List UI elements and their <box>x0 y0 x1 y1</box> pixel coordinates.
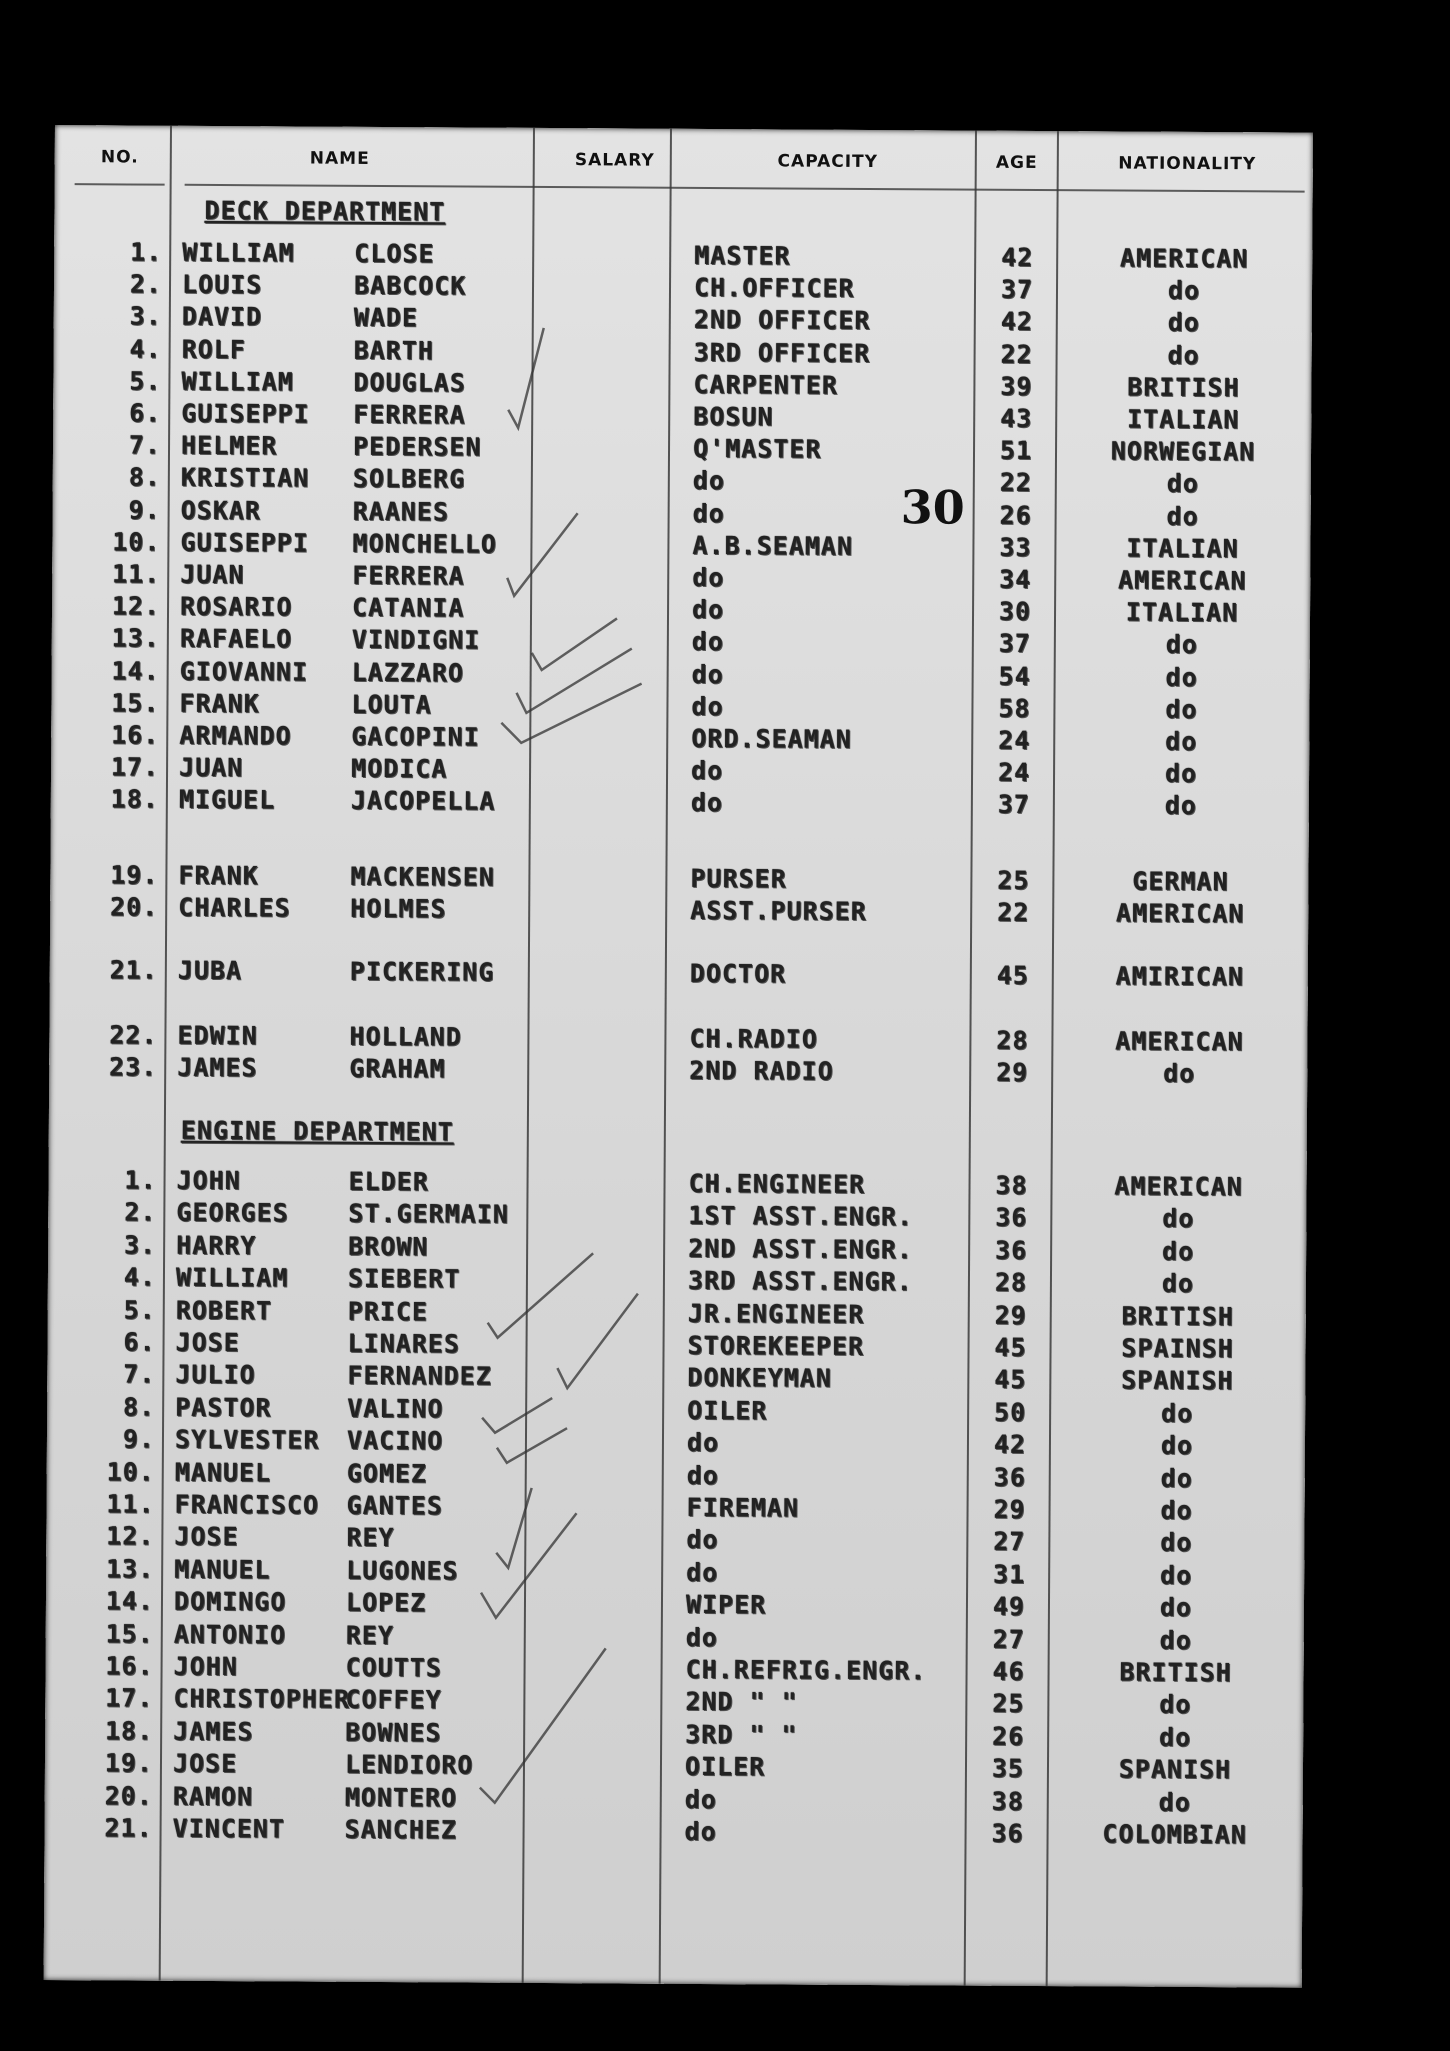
row-number: 12. <box>106 1521 155 1552</box>
capacity-value: do <box>692 562 725 593</box>
last-name: VACINO <box>346 1425 444 1456</box>
check-mark <box>508 328 544 428</box>
first-name: JUBA <box>177 955 243 986</box>
age-value: 29 <box>994 1300 1027 1330</box>
first-name: KRISTIAN <box>180 463 310 493</box>
age-value: 37 <box>997 790 1031 820</box>
last-name: MONTERO <box>344 1782 458 1813</box>
row-number: 2. <box>124 1197 157 1228</box>
nationality-value: do <box>1158 1787 1191 1817</box>
row-number: 12. <box>111 591 161 621</box>
age-value: 45 <box>994 1365 1027 1395</box>
last-name: PRICE <box>347 1296 429 1326</box>
last-name: MODICA <box>350 754 448 784</box>
age-value: 50 <box>994 1397 1027 1427</box>
check-mark <box>480 1648 606 1804</box>
nationality-value: do <box>1161 1236 1195 1266</box>
nationality-value: SPANISH <box>1118 1754 1232 1785</box>
row-number: 5. <box>123 1295 156 1325</box>
last-name: GANTES <box>346 1490 443 1521</box>
header-age: AGE <box>995 152 1038 174</box>
last-name: BARTH <box>353 335 434 365</box>
age-value: 45 <box>994 1332 1027 1362</box>
last-name: HOLMES <box>350 893 447 924</box>
nationality-value: do <box>1161 1268 1195 1299</box>
capacity-value: BOSUN <box>693 401 774 432</box>
last-name: FERRERA <box>353 399 466 430</box>
first-name: JOSE <box>172 1748 238 1779</box>
row-number: 3. <box>123 1230 157 1260</box>
last-name: LAZZARO <box>351 657 465 688</box>
nationality-value: do <box>1165 662 1198 692</box>
age-value: 30 <box>998 596 1032 627</box>
first-name: EDWIN <box>177 1020 258 1051</box>
nationality-value: ITALIAN <box>1126 404 1240 435</box>
capacity-value: do <box>690 756 724 786</box>
header-no: NO. <box>100 147 139 168</box>
first-name: GIOVANNI <box>179 656 309 687</box>
first-name: ROSARIO <box>179 591 293 622</box>
last-name: BROWN <box>348 1231 429 1262</box>
nationality-value: do <box>1161 1398 1194 1428</box>
capacity-value: OILER <box>687 1395 768 1426</box>
nationality-value: do <box>1159 1690 1192 1720</box>
capacity-value: 2ND ASST.ENGR. <box>688 1233 913 1265</box>
first-name: OSKAR <box>180 495 262 525</box>
row-number: 20. <box>104 1780 153 1811</box>
last-name: COFFEY <box>345 1685 442 1715</box>
first-name: GUISEPPI <box>180 527 309 558</box>
nationality-value: AMIRICAN <box>1115 961 1245 992</box>
age-value: 54 <box>998 661 1031 691</box>
nationality-value: do <box>1165 726 1198 756</box>
nationality-value: do <box>1159 1592 1193 1623</box>
row-number: 19. <box>104 1748 154 1778</box>
first-name: FRANK <box>179 688 260 719</box>
first-name: JOSE <box>174 1522 239 1552</box>
last-name: LINARES <box>347 1328 461 1359</box>
row-number: 4. <box>129 334 162 364</box>
nationality-value: BRITISH <box>1127 372 1240 403</box>
crew-list-sheet <box>44 125 1313 1988</box>
row-number: 18. <box>110 784 159 815</box>
check-marks <box>44 125 1313 1988</box>
nationality-value: ITALIAN <box>1125 597 1239 628</box>
last-name: VALINO <box>347 1393 444 1424</box>
age-value: 42 <box>1000 307 1033 337</box>
age-value: 34 <box>999 564 1032 594</box>
age-value: 43 <box>1000 403 1033 433</box>
capacity-value: do <box>692 466 726 496</box>
age-value: 28 <box>996 1025 1029 1055</box>
capacity-value: ASST.PURSER <box>690 895 867 926</box>
first-name: JOHN <box>173 1651 238 1682</box>
age-value: 26 <box>999 500 1032 530</box>
first-name: CHARLES <box>178 892 291 923</box>
first-name: WILLIAM <box>182 237 295 268</box>
nationality-value: do <box>1160 1463 1193 1493</box>
first-name: WILLIAM <box>181 366 294 397</box>
age-value: 39 <box>1000 371 1033 401</box>
row-number: 3. <box>129 301 162 332</box>
capacity-value: CH.REFRIG.ENGR. <box>685 1654 927 1686</box>
row-number: 2. <box>129 269 163 299</box>
capacity-value: PURSER <box>690 863 787 894</box>
first-name: PASTOR <box>175 1392 272 1423</box>
nationality-value: BRITISH <box>1121 1301 1235 1331</box>
row-number: 8. <box>128 462 161 493</box>
age-value: 42 <box>993 1429 1027 1460</box>
age-value: 42 <box>1001 242 1034 272</box>
header-salary: SALARY <box>574 150 655 171</box>
row-number: 6. <box>123 1327 156 1357</box>
last-name: FERRERA <box>352 560 465 591</box>
age-value: 22 <box>999 468 1032 498</box>
row-number: 17. <box>105 1683 154 1714</box>
last-name: ELDER <box>348 1166 429 1197</box>
first-name: ARMANDO <box>179 720 292 751</box>
capacity-value: do <box>686 1557 719 1587</box>
nationality-value: do <box>1167 275 1201 306</box>
age-value: 22 <box>1000 339 1033 369</box>
last-name: PICKERING <box>349 956 495 987</box>
nationality-value: ITALIAN <box>1126 533 1239 564</box>
last-name: ST.GERMAIN <box>348 1199 509 1230</box>
deck-department-heading: DECK DEPARTMENT <box>204 195 446 227</box>
check-mark <box>488 1253 594 1339</box>
row-number: 7. <box>123 1359 156 1390</box>
nationality-value: do <box>1159 1722 1192 1752</box>
age-value: 36 <box>993 1462 1026 1492</box>
age-value: 36 <box>994 1235 1028 1265</box>
age-value: 38 <box>991 1786 1024 1816</box>
age-value: 27 <box>992 1624 1025 1654</box>
nationality-value: do <box>1166 501 1199 531</box>
last-name: GOMEZ <box>346 1458 428 1488</box>
check-mark <box>557 1293 638 1388</box>
first-name: SYLVESTER <box>174 1424 320 1455</box>
last-name: REY <box>346 1523 395 1553</box>
capacity-value: CARPENTER <box>693 369 838 400</box>
row-number: 22. <box>109 1020 158 1050</box>
age-value: 31 <box>993 1559 1026 1589</box>
last-name: CATANIA <box>351 593 465 623</box>
capacity-value: OILER <box>684 1752 766 1782</box>
capacity-value: MASTER <box>694 240 791 271</box>
nationality-value: AMERICAN <box>1117 565 1247 596</box>
row-number: 16. <box>105 1651 154 1681</box>
first-name: HARRY <box>176 1230 257 1261</box>
nationality-value: do <box>1160 1495 1193 1525</box>
first-name: JOHN <box>176 1165 241 1196</box>
age-value: 38 <box>995 1170 1028 1200</box>
row-number: 10. <box>112 527 161 557</box>
capacity-value: 3RD " " <box>685 1719 798 1750</box>
first-name: JUAN <box>180 559 245 590</box>
last-name: COUTTS <box>345 1652 442 1683</box>
row-number: 11. <box>112 559 161 589</box>
row-number: 6. <box>129 398 162 428</box>
age-value: 27 <box>993 1527 1026 1557</box>
capacity-value: do <box>692 498 725 528</box>
row-number: 1. <box>124 1165 157 1195</box>
last-name: LUGONES <box>346 1555 459 1586</box>
nationality-value: do <box>1165 694 1198 724</box>
capacity-value: do <box>691 595 725 625</box>
age-value: 25 <box>997 865 1030 895</box>
age-value: 49 <box>992 1591 1026 1622</box>
last-name: MONCHELLO <box>352 528 498 559</box>
last-name: BOWNES <box>345 1717 442 1748</box>
row-number: 13. <box>111 623 160 654</box>
first-name: WILLIAM <box>175 1262 289 1293</box>
capacity-value: do <box>686 1525 719 1555</box>
first-name: GEORGES <box>176 1198 289 1228</box>
nationality-value: AMERICAN <box>1114 1171 1243 1202</box>
check-mark <box>497 1428 567 1463</box>
first-name: VINCENT <box>172 1813 286 1844</box>
first-name: ROBERT <box>175 1295 273 1325</box>
last-name: JACOPELLA <box>350 786 496 817</box>
age-value: 22 <box>997 897 1030 927</box>
last-name: GRAHAM <box>349 1053 446 1084</box>
row-number: 9. <box>128 495 161 525</box>
check-mark <box>481 1513 577 1619</box>
page-number-stamp: 30 <box>900 480 965 535</box>
nationality-value: do <box>1159 1625 1192 1655</box>
first-name: JAMES <box>177 1052 258 1083</box>
last-name: PEDERSEN <box>352 432 482 462</box>
age-value: 36 <box>991 1818 1024 1848</box>
age-value: 29 <box>996 1057 1029 1087</box>
last-name: REY <box>345 1620 395 1650</box>
last-name: FERNANDEZ <box>347 1361 492 1392</box>
engine-department-heading: ENGINE DEPARTMENT <box>180 1115 454 1147</box>
last-name: LOPEZ <box>345 1587 427 1618</box>
row-number: 19. <box>110 860 159 890</box>
capacity-value: do <box>686 1460 719 1490</box>
age-value: 46 <box>992 1656 1025 1686</box>
capacity-value: do <box>691 627 725 657</box>
header-name: NAME <box>309 148 370 169</box>
age-value: 58 <box>998 693 1031 723</box>
capacity-value: CH.OFFICER <box>693 273 855 304</box>
nationality-value: do <box>1165 630 1198 660</box>
capacity-value: do <box>684 1784 717 1814</box>
capacity-value: STOREKEEPER <box>687 1330 865 1361</box>
first-name: JAMES <box>173 1716 254 1747</box>
last-name: SIEBERT <box>347 1263 461 1294</box>
row-number: 14. <box>105 1586 155 1616</box>
age-value: 24 <box>998 725 1031 755</box>
first-name: FRANK <box>178 860 259 891</box>
check-mark <box>496 1488 531 1568</box>
check-mark <box>501 683 641 744</box>
first-name: LOUIS <box>181 269 263 300</box>
nationality-value: do <box>1167 308 1200 338</box>
capacity-value: Q'MASTER <box>692 434 822 464</box>
age-value: 36 <box>995 1203 1028 1233</box>
row-number: 8. <box>122 1392 156 1422</box>
capacity-value: DONKEYMAN <box>687 1363 832 1394</box>
capacity-value: DOCTOR <box>689 958 787 989</box>
row-number: 11. <box>106 1489 155 1519</box>
first-name: RAMON <box>172 1781 254 1811</box>
capacity-value: do <box>684 1816 717 1847</box>
nationality-value: do <box>1166 469 1199 499</box>
first-name: JOSE <box>175 1327 240 1358</box>
nationality-value: SPANISH <box>1121 1365 1234 1396</box>
capacity-value: 2ND " " <box>685 1687 798 1717</box>
capacity-value: CH.ENGINEER <box>688 1168 866 1199</box>
row-number: 1. <box>130 237 163 267</box>
capacity-value: WIPER <box>685 1590 767 1620</box>
age-value: 29 <box>993 1494 1026 1524</box>
row-number: 9. <box>122 1424 156 1454</box>
last-name: LENDIORO <box>344 1749 474 1780</box>
capacity-value: 2ND OFFICER <box>693 305 871 336</box>
age-value: 33 <box>999 532 1032 562</box>
first-name: GUISEPPI <box>181 398 310 429</box>
row-number: 18. <box>104 1716 154 1746</box>
first-name: DOMINGO <box>173 1586 287 1617</box>
age-value: 28 <box>994 1267 1028 1298</box>
capacity-value: do <box>685 1622 718 1652</box>
first-name: HELMER <box>180 430 278 461</box>
row-number: 15. <box>111 688 160 718</box>
capacity-value: do <box>690 788 724 818</box>
first-name: FRANCISCO <box>174 1489 320 1520</box>
first-name: MIGUEL <box>178 785 276 815</box>
last-name: GACOPINI <box>351 721 480 752</box>
capacity-value: do <box>691 659 724 689</box>
first-name: DAVID <box>181 302 263 332</box>
nationality-value: GERMAN <box>1132 866 1229 897</box>
last-name: VINDIGNI <box>351 625 481 655</box>
nationality-value: AMERICAN <box>1119 243 1249 274</box>
nationality-value: SPAINSH <box>1121 1333 1234 1364</box>
first-name: RAFAELO <box>179 624 293 654</box>
capacity-value: do <box>691 691 724 721</box>
capacity-value: do <box>686 1428 720 1458</box>
capacity-value: FIREMAN <box>686 1492 800 1523</box>
row-number: 20. <box>109 892 159 922</box>
row-number: 16. <box>111 720 160 750</box>
last-name: WADE <box>353 303 419 333</box>
row-number: 23. <box>109 1052 158 1082</box>
check-mark <box>482 1398 552 1433</box>
header-nationality: NATIONALITY <box>1118 153 1257 175</box>
nationality-value: do <box>1164 791 1197 821</box>
age-value: 45 <box>996 960 1029 990</box>
first-name: MANUEL <box>174 1554 271 1585</box>
age-value: 37 <box>998 629 1031 659</box>
last-name: LOUTA <box>351 689 432 720</box>
nationality-value: BRITISH <box>1119 1657 1232 1688</box>
last-name: CLOSE <box>354 238 435 269</box>
nationality-value: do <box>1160 1560 1193 1590</box>
nationality-value: COLOMBIAN <box>1102 1819 1247 1850</box>
last-name: DOUGLAS <box>353 367 466 398</box>
nationality-value: do <box>1160 1430 1194 1461</box>
nationality-value: AMERICAN <box>1115 898 1245 929</box>
first-name: MANUEL <box>174 1457 272 1487</box>
last-name: HOLLAND <box>349 1021 462 1052</box>
first-name: JULIO <box>175 1360 256 1390</box>
nationality-value: AMERICAN <box>1115 1026 1244 1057</box>
row-number: 4. <box>123 1262 157 1292</box>
last-name: SANCHEZ <box>344 1814 458 1845</box>
last-name: RAANES <box>352 496 450 527</box>
age-value: 37 <box>1000 274 1034 305</box>
row-number: 15. <box>105 1618 154 1649</box>
nationality-value: do <box>1164 758 1198 789</box>
row-number: 10. <box>106 1456 155 1487</box>
last-name: SOLBERG <box>352 464 466 494</box>
header-capacity: CAPACITY <box>777 151 879 173</box>
age-value: 51 <box>999 435 1033 466</box>
capacity-value: 3RD ASST.ENGR. <box>687 1266 913 1297</box>
capacity-value: 2ND RADIO <box>689 1055 834 1086</box>
row-number: 21. <box>109 955 158 985</box>
row-number: 17. <box>110 752 160 782</box>
check-mark <box>532 618 617 671</box>
first-name: CHRISTOPHER <box>173 1684 351 1715</box>
capacity-value: JR.ENGINEER <box>687 1298 865 1329</box>
row-number: 14. <box>111 655 160 686</box>
first-name: ROLF <box>181 334 246 364</box>
nationality-value: do <box>1163 1058 1196 1088</box>
check-mark <box>507 513 578 596</box>
nationality-value: do <box>1160 1528 1193 1558</box>
age-value: 24 <box>997 757 1031 788</box>
row-number: 13. <box>105 1554 155 1584</box>
age-value: 35 <box>991 1753 1025 1784</box>
capacity-value: 3RD OFFICER <box>693 337 871 368</box>
first-name: ANTONIO <box>173 1619 287 1650</box>
capacity-value: 1ST ASST.ENGR. <box>688 1201 914 1232</box>
nationality-value: do <box>1162 1204 1195 1234</box>
age-value: 25 <box>992 1689 1025 1719</box>
capacity-value: ORD.SEAMAN <box>691 723 852 754</box>
last-name: BABCOCK <box>353 271 467 301</box>
last-name: MACKENSEN <box>350 861 495 892</box>
capacity-value: CH.RADIO <box>689 1023 818 1054</box>
row-number: 5. <box>129 366 162 396</box>
row-number: 7. <box>128 430 162 460</box>
row-number: 21. <box>104 1813 153 1843</box>
capacity-value: A.B.SEAMAN <box>692 530 854 561</box>
age-value: 26 <box>992 1721 1025 1751</box>
first-name: JUAN <box>178 752 244 783</box>
nationality-value: NORWEGIAN <box>1110 436 1256 467</box>
nationality-value: do <box>1167 340 1200 370</box>
